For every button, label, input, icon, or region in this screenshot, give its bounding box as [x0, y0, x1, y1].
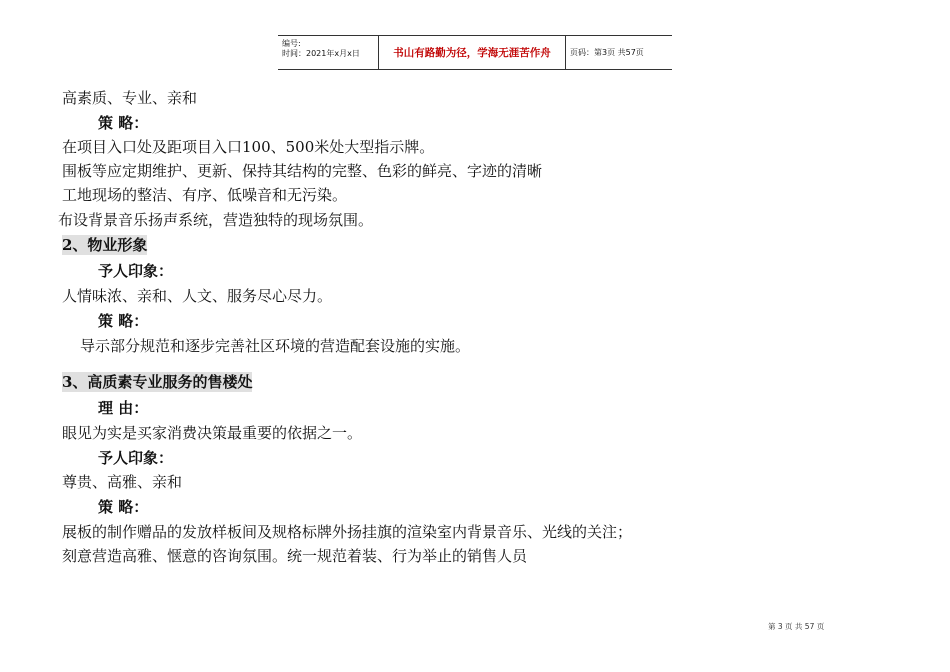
- text-line: 展板的制作赠品的发放样板间及规格标牌外扬挂旗的渲染室内背景音乐、光线的关注；: [62, 523, 633, 541]
- section-label: 策 略：: [98, 114, 149, 132]
- header-page-code: 页码：第3页 共57页: [570, 48, 644, 57]
- text-line: 导示部分规范和逐步完善社区环境的营造配套设施的实施。: [80, 337, 471, 355]
- text-line: 高素质、专业、亲和: [62, 89, 198, 107]
- section-heading: 3、高质素专业服务的售楼处: [62, 373, 253, 391]
- text-line: 工地现场的整洁、有序、低噪音和无污染。: [62, 186, 348, 204]
- page-header: [278, 35, 672, 70]
- section-label: 予人印象：: [98, 449, 174, 467]
- text-line: 围板等应定期维护、更新、保持其结构的完整、色彩的鲜亮、字迹的清晰: [62, 162, 543, 180]
- document-number: 编号:: [282, 39, 301, 48]
- header-page-cell: [566, 36, 672, 69]
- header-motto: 书山有路勤为径，学海无涯苦作舟: [393, 47, 551, 59]
- section-label: 理 由：: [98, 399, 149, 417]
- section-label: 策 略：: [98, 312, 149, 330]
- section-label: 予人印象：: [98, 262, 174, 280]
- section-heading: 2、物业形象: [62, 236, 148, 254]
- header-info-cell: [278, 36, 379, 69]
- section-label: 策 略：: [98, 498, 149, 516]
- text-line: 刻意营造高雅、惬意的咨询氛围。统一规范着装、行为举止的销售人员: [62, 547, 528, 565]
- text-line: 布设背景音乐扬声系统，营造独特的现场氛围。: [58, 211, 374, 229]
- document-time: 时间：2021年x月x日: [282, 49, 360, 58]
- text-line: 眼见为实是买家消费决策最重要的依据之一。: [62, 424, 363, 442]
- text-line: 在项目入口处及距项目入口100、500米处大型指示牌。: [62, 138, 435, 156]
- text-line: 尊贵、高雅、亲和: [62, 473, 183, 491]
- text-line: 人情味浓、亲和、人文、服务尽心尽力。: [62, 287, 333, 305]
- page-footer: 第 3 页 共 57 页: [768, 622, 825, 631]
- header-motto-cell: [379, 36, 566, 69]
